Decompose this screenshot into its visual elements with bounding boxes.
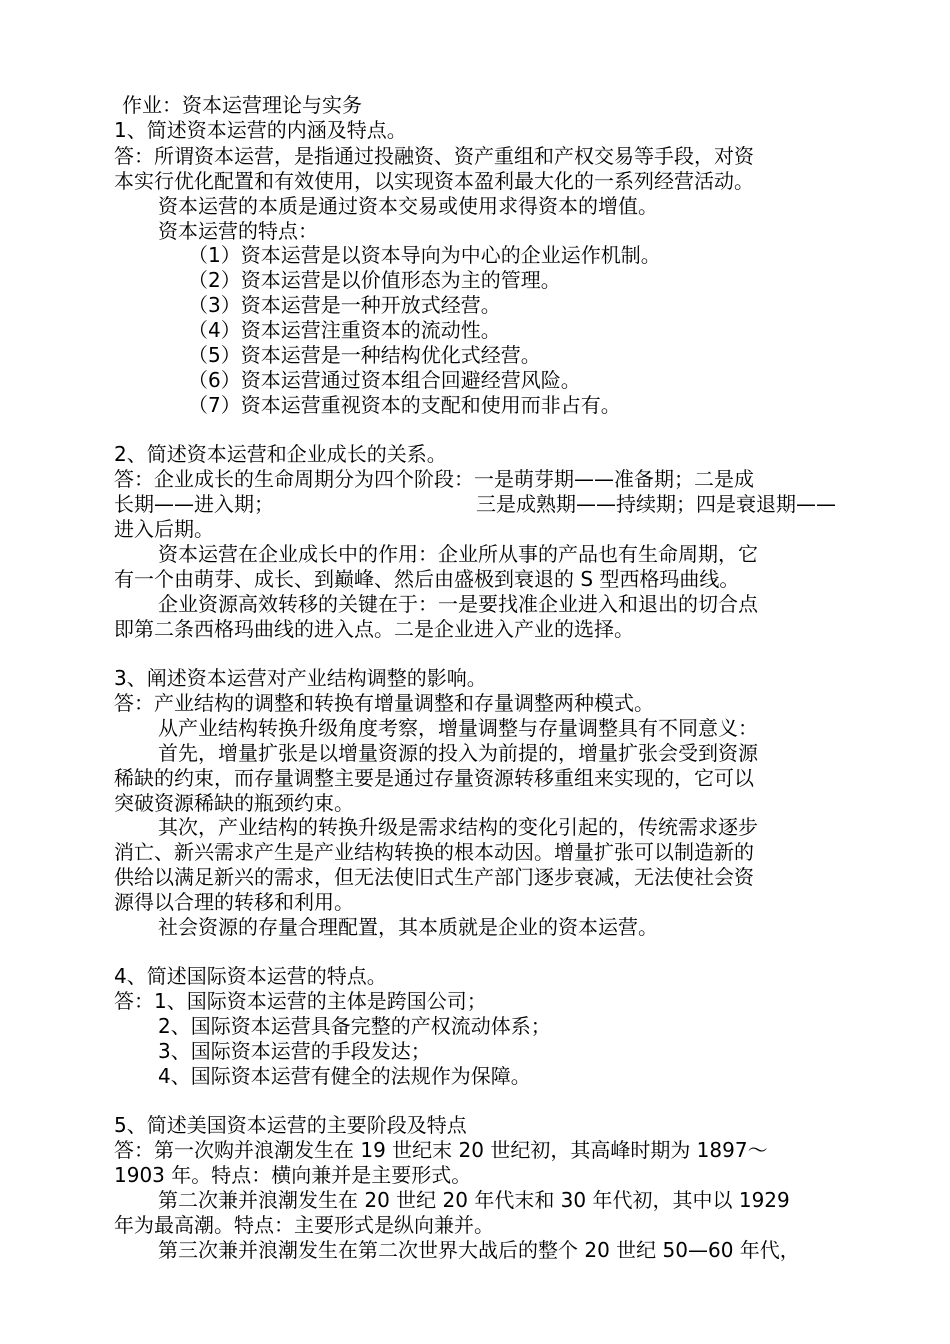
answer-1-essence: 资本运营的本质是通过资本交易或使用求得资本的增值。	[158, 194, 658, 218]
feature-item: （4）资本运营注重资本的流动性。	[188, 318, 501, 342]
answer-3-para-4-line-2: 消亡、新兴需求产生是产业结构转换的根本动因。增量扩张可以制造新的	[114, 840, 754, 864]
question-1: 1、简述资本运营的内涵及特点。	[114, 118, 407, 142]
feature-item: （1）资本运营是以资本导向为中心的企业运作机制。	[188, 243, 661, 267]
answer-2-para-3-line-2: 即第二条西格玛曲线的进入点。二是企业进入产业的选择。	[114, 617, 634, 641]
feature-item: （2）资本运营是以价值形态为主的管理。	[188, 268, 561, 292]
answer-3-para-5: 社会资源的存量合理配置，其本质就是企业的资本运营。	[158, 915, 658, 939]
doc-title: 作业：资本运营理论与实务	[122, 93, 362, 117]
answer-3-para-3-line-2: 稀缺的约束，而存量调整主要是通过存量资源转移重组来实现的，它可以	[114, 766, 754, 790]
answer-3-para-3-line-1: 首先，增量扩张是以增量资源的投入为前提的，增量扩张会受到资源	[158, 741, 758, 765]
answer-5-line-2: 1903 年。特点：横向兼并是主要形式。	[114, 1163, 472, 1187]
answer-1-features-label: 资本运营的特点：	[158, 219, 318, 243]
answer-3-para-4-line-4: 源得以合理的转移和利用。	[114, 890, 354, 914]
answer-2-line-1: 答：企业成长的生命周期分为四个阶段：一是萌芽期——准备期；二是成	[114, 467, 754, 491]
answer-1-line-1: 答：所谓资本运营，是指通过投融资、资产重组和产权交易等手段，对资	[114, 144, 754, 168]
answer-2-line-2-left: 长期——进入期；	[114, 492, 274, 516]
question-2: 2、简述资本运营和企业成长的关系。	[114, 442, 447, 466]
answer-5-line-1: 答：第一次购并浪潮发生在 19 世纪末 20 世纪初，其高峰时期为 1897～	[114, 1138, 768, 1162]
answer-5-para-3-line-1: 第三次兼并浪潮发生在第二次世界大战后的整个 20 世纪 50—60 年代，	[158, 1238, 800, 1262]
feature-item: （7）资本运营重视资本的支配和使用而非占有。	[188, 393, 621, 417]
answer-4-item: 3、国际资本运营的手段发达；	[158, 1039, 431, 1063]
answer-3-line-1: 答：产业结构的调整和转换有增量调整和存量调整两种模式。	[114, 691, 654, 715]
answer-5-para-2-line-2: 年为最高潮。特点：主要形式是纵向兼并。	[114, 1213, 494, 1237]
answer-5-para-2-line-1: 第二次兼并浪潮发生在 20 世纪 20 年代末和 30 年代初，其中以 1929	[158, 1188, 790, 1212]
answer-4-item: 4、国际资本运营有健全的法规作为保障。	[158, 1064, 531, 1088]
feature-item: （6）资本运营通过资本组合回避经营风险。	[188, 368, 581, 392]
question-4: 4、简述国际资本运营的特点。	[114, 964, 387, 988]
answer-2-line-2-right: 三是成熟期——持续期；四是衰退期——	[476, 492, 836, 516]
feature-item: （3）资本运营是一种开放式经营。	[188, 293, 501, 317]
answer-2-line-3: 进入后期。	[114, 517, 214, 541]
answer-3-para-4-line-3: 供给以满足新兴的需求，但无法使旧式生产部门逐步衰减，无法使社会资	[114, 865, 754, 889]
answer-4-line-1: 答：1、国际资本运营的主体是跨国公司；	[114, 989, 487, 1013]
feature-item: （5）资本运营是一种结构优化式经营。	[188, 343, 541, 367]
answer-4-item: 2、国际资本运营具备完整的产权流动体系；	[158, 1014, 551, 1038]
answer-3-para-3-line-3: 突破资源稀缺的瓶颈约束。	[114, 791, 354, 815]
answer-2-line-2	[114, 492, 836, 516]
answer-2-para-3-line-1: 企业资源高效转移的关键在于：一是要找准企业进入和退出的切合点	[158, 592, 758, 616]
question-5: 5、简述美国资本运营的主要阶段及特点	[114, 1113, 467, 1137]
question-3: 3、阐述资本运营对产业结构调整的影响。	[114, 666, 487, 690]
answer-3-para-4-line-1: 其次，产业结构的转换升级是需求结构的变化引起的，传统需求逐步	[158, 815, 758, 839]
answer-1-line-2: 本实行优化配置和有效使用，以实现资本盈利最大化的一系列经营活动。	[114, 169, 754, 193]
answer-3-para-2: 从产业结构转换升级角度考察，增量调整与存量调整具有不同意义：	[158, 716, 758, 740]
answer-2-para-2-line-1: 资本运营在企业成长中的作用：企业所从事的产品也有生命周期，它	[158, 542, 758, 566]
answer-2-para-2-line-2: 有一个由萌芽、成长、到巅峰、然后由盛极到衰退的 S 型西格玛曲线。	[114, 567, 740, 591]
